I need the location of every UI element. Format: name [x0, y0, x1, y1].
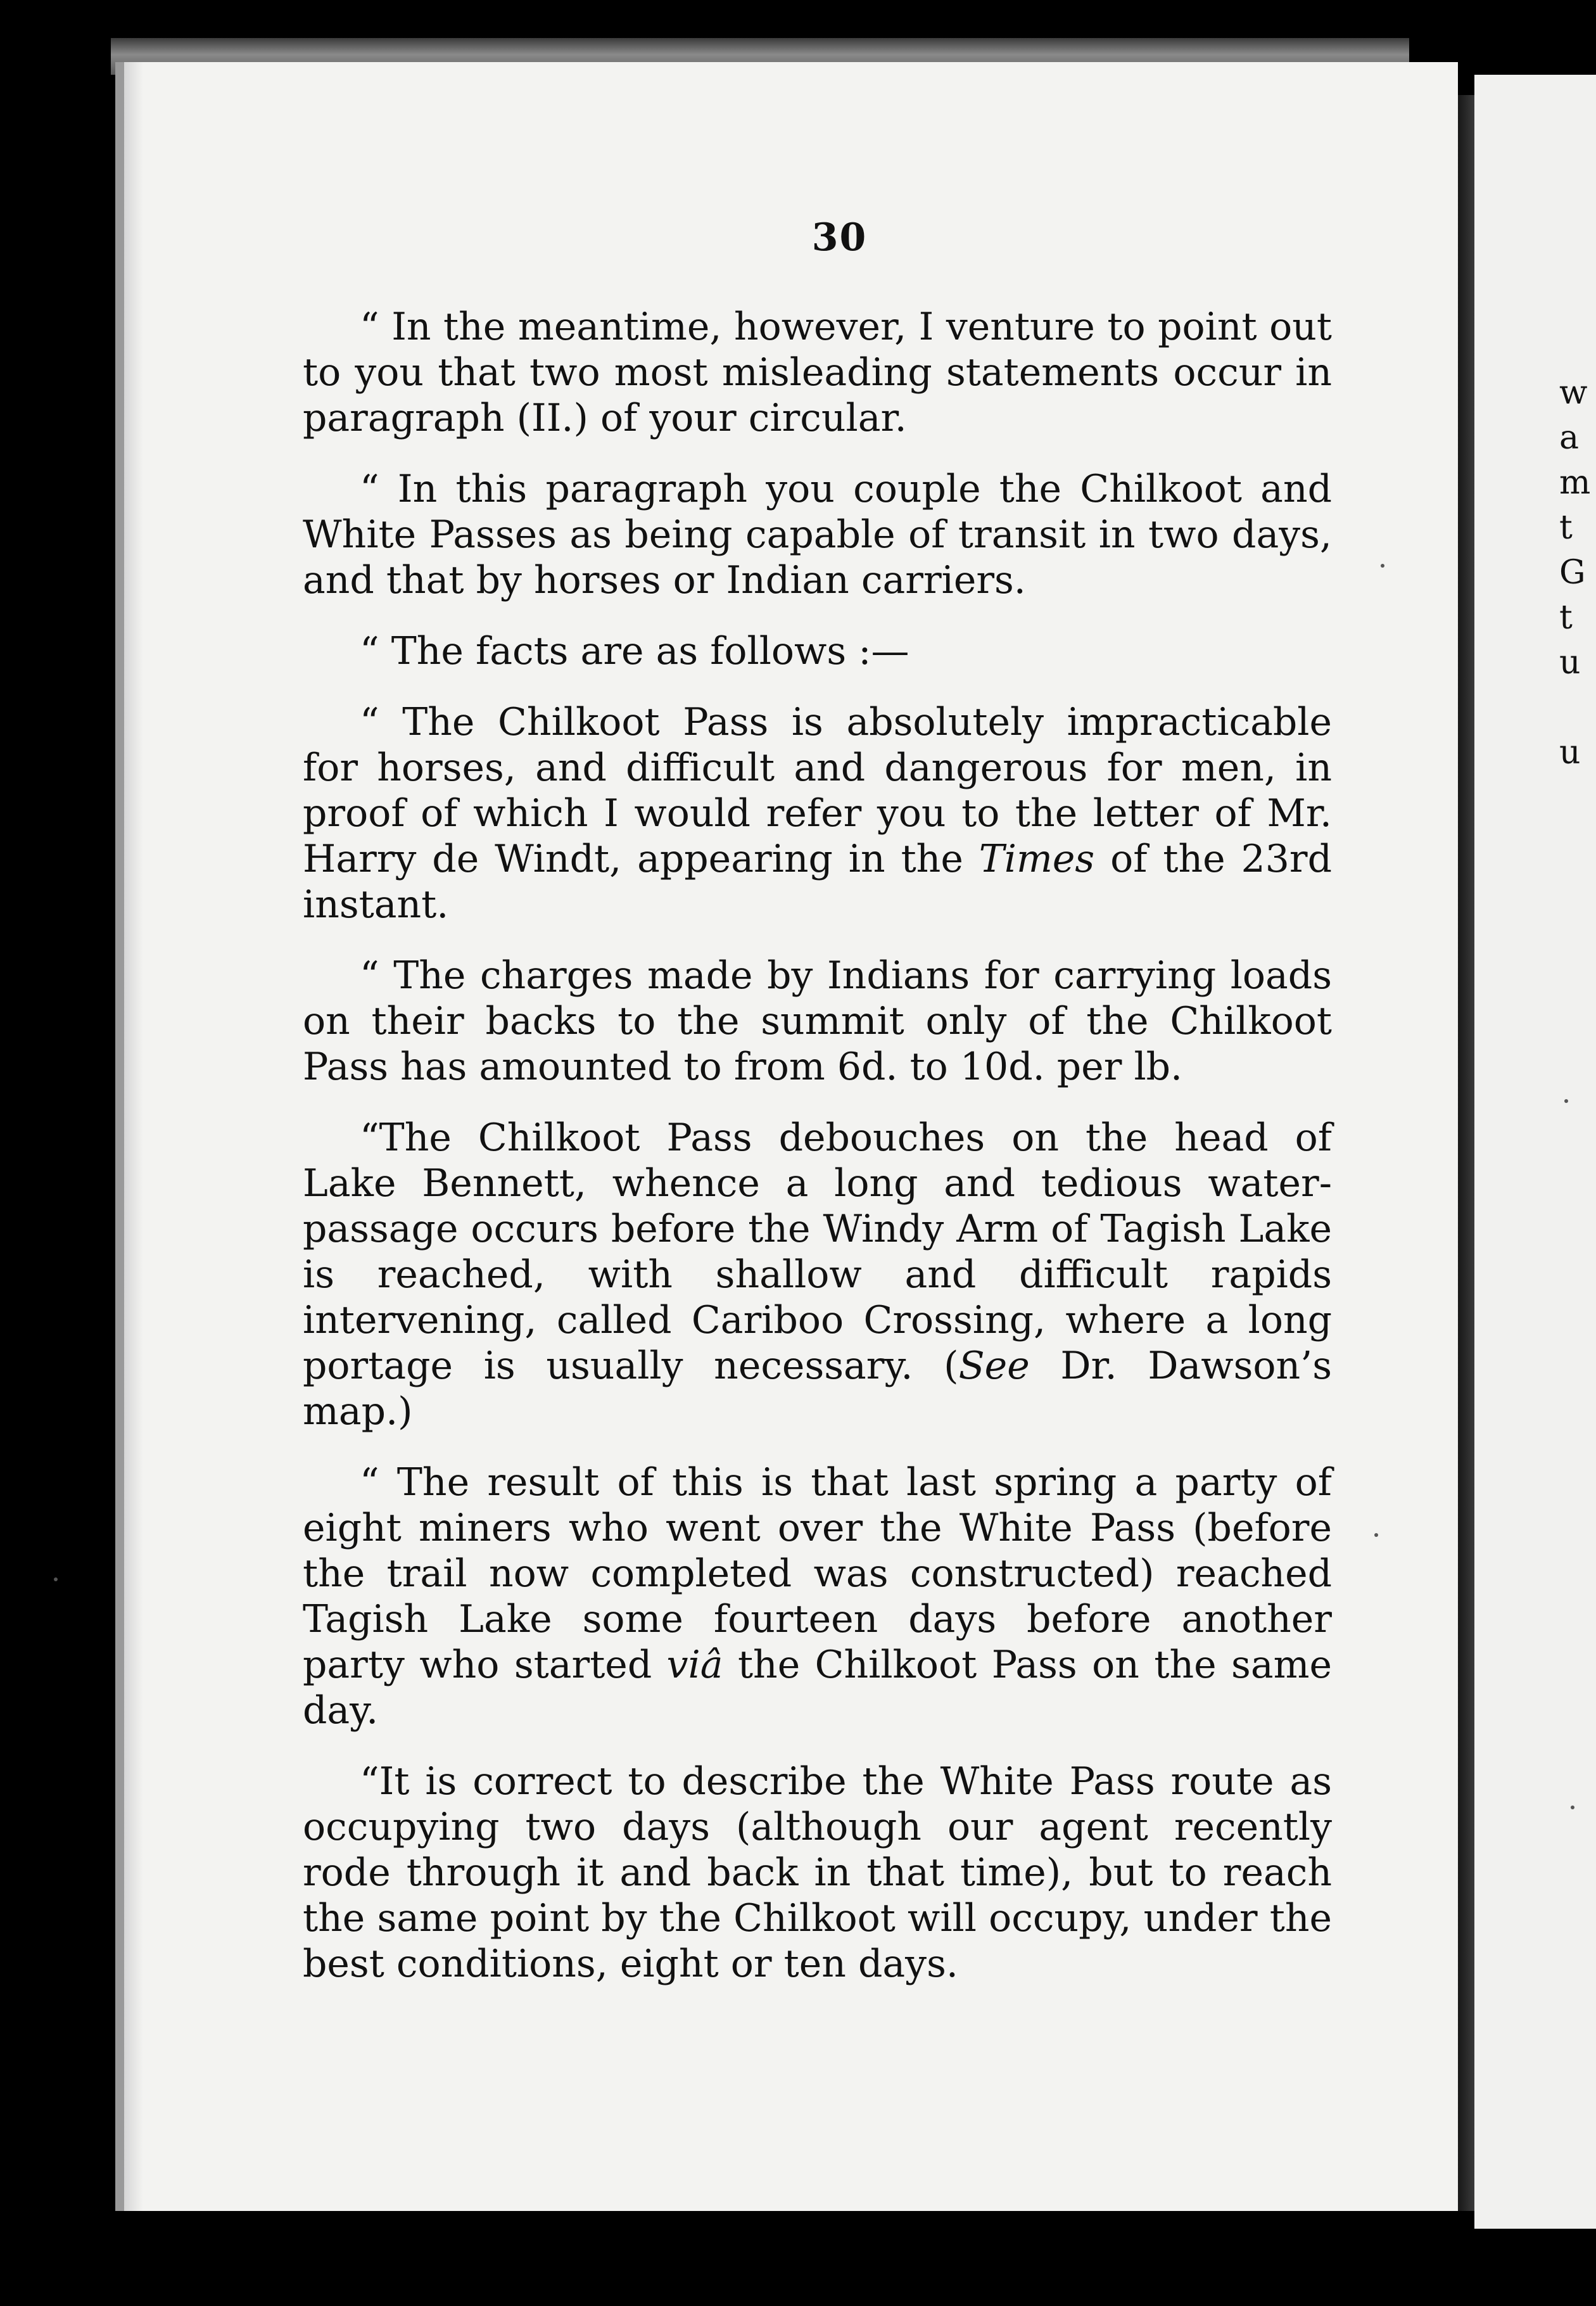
facing-letter: t — [1559, 509, 1573, 547]
speck — [1564, 1099, 1568, 1103]
paragraph-text: “ The result of this is that last spring a party of eight miners who went over the White Pass (before the trail now completed was constructed) reached Tagish Lake some fourteen days before another party who started — [303, 1460, 1332, 1687]
speck — [1374, 1533, 1378, 1537]
paragraph-text: “ In the meantime, however, I venture to point out to you that two most misleading statements occur in paragraph (II.) of your circular. — [303, 305, 1332, 440]
paragraph — [303, 304, 1332, 441]
page-number: 30 — [811, 215, 868, 260]
italic-text: Times — [978, 837, 1095, 881]
paragraph-text: “The Chilkoot Pass debouches on the head of Lake Bennett, whence a long and tedious water-passage occurs before the Windy Arm of Tagish Lake is reached, with shallow and difficult rapids intervening, called Cariboo Crossing, where a long portage is usually necessary. ( — [303, 1116, 1332, 1388]
paragraph — [303, 1759, 1332, 1987]
facing-page-text — [1559, 371, 1590, 775]
facing-letter: t — [1559, 599, 1573, 637]
paragraph — [303, 466, 1332, 603]
facing-letter-gap — [1559, 685, 1590, 730]
speck — [54, 1577, 58, 1581]
italic-text: See — [958, 1344, 1030, 1388]
paragraph-text: of the 23rd instant. — [303, 837, 1332, 927]
facing-letter: u — [1559, 644, 1581, 682]
facing-letter: m — [1559, 464, 1591, 502]
paragraph — [303, 699, 1332, 927]
paragraph-text: Dr. Dawson’s map.) — [303, 1344, 1332, 1434]
italic-text: viâ — [666, 1643, 723, 1687]
paragraph — [303, 953, 1332, 1090]
paragraph-text: “ The charges made by Indians for carrying loads on their backs to the summit only of the Chilkoot Pass has amounted to from 6d. to 10d. per lb. — [303, 953, 1332, 1089]
paragraph-text: “ In this paragraph you couple the Chilkoot and White Passes as being capable of transit in two days, and that by horses or Indian carriers. — [303, 467, 1332, 602]
paragraph — [303, 628, 1332, 674]
paragraph-text: “It is correct to describe the White Pass route as occupying two days (although our agent recently rode through it and back in that time), but to reach the same point by the Chilkoot will occupy, under the best conditions, eight or ten days. — [303, 1759, 1332, 1986]
paragraph — [303, 1460, 1332, 1733]
facing-letter: w — [1559, 374, 1588, 412]
speck — [1381, 564, 1384, 568]
facing-letter: G — [1559, 554, 1586, 592]
speck — [1571, 1806, 1574, 1809]
paragraph-text: the Chilkoot Pass on the same day. — [303, 1643, 1332, 1733]
page-shadow — [124, 62, 143, 2211]
facing-letter: u — [1559, 734, 1581, 772]
paragraph-text: “ The facts are as follows :— — [360, 629, 909, 673]
paragraph — [303, 1115, 1332, 1434]
paragraph-text: “ The Chilkoot Pass is absolutely impracticable for horses, and difficult and dangerous for men, in proof of which I would refer you to the letter of Mr. Harry de Windt, appearing in the — [303, 700, 1332, 881]
facing-letter: a — [1559, 419, 1580, 457]
page-text — [303, 215, 1332, 2012]
